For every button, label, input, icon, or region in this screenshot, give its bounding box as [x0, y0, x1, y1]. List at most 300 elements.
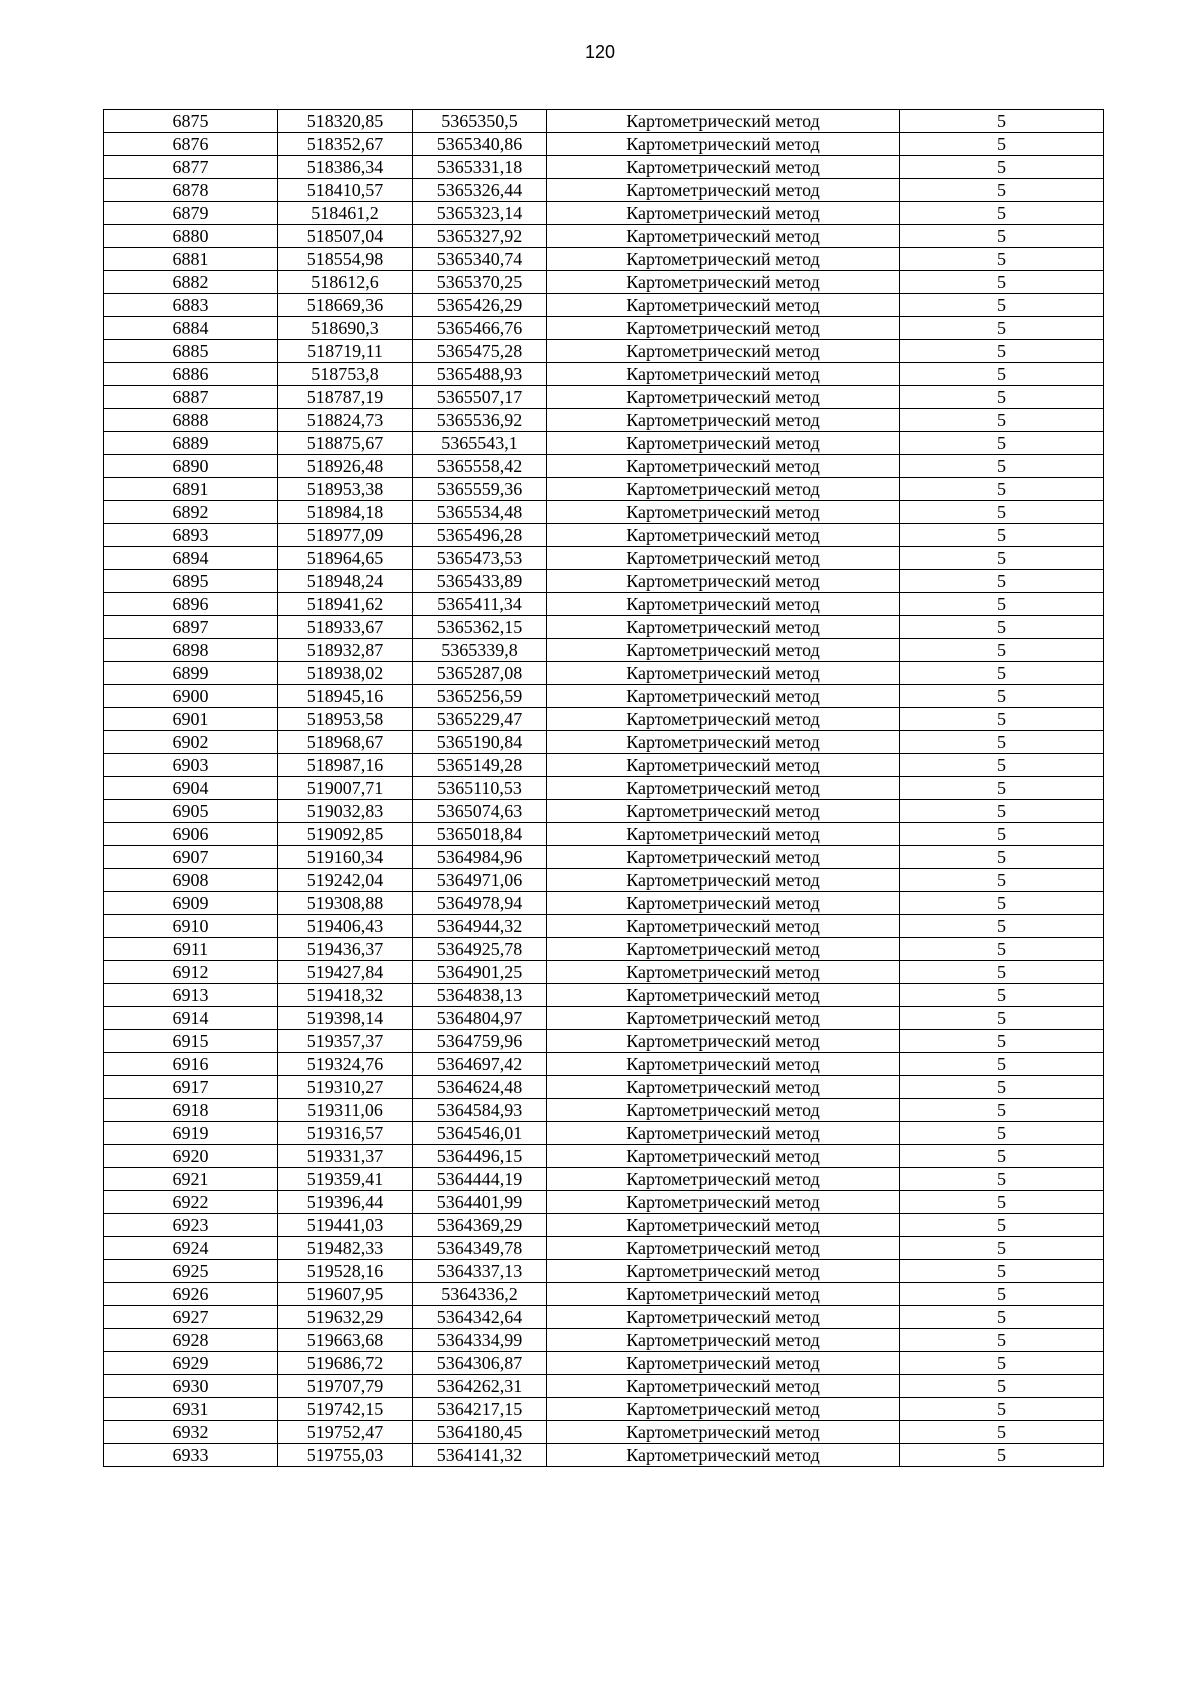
table-row	[104, 156, 1104, 179]
table-row	[104, 1260, 1104, 1283]
table-row	[104, 915, 1104, 938]
y-coordinate-cell: 5364804,97	[413, 1007, 547, 1030]
method-cell: Картометрический метод	[547, 1329, 900, 1352]
method-cell: Картометрический метод	[547, 1053, 900, 1076]
table-row	[104, 1237, 1104, 1260]
page-number: 120	[584, 42, 616, 62]
method-cell: Картометрический метод	[547, 708, 900, 731]
y-coordinate-cell: 5365534,48	[413, 501, 547, 524]
x-coordinate-cell: 518945,16	[278, 685, 413, 708]
table-row	[104, 1076, 1104, 1099]
y-coordinate-cell: 5364925,78	[413, 938, 547, 961]
accuracy-cell: 5	[900, 662, 1104, 685]
accuracy-cell: 5	[900, 363, 1104, 386]
x-coordinate-cell: 518948,24	[278, 570, 413, 593]
x-coordinate-cell: 518386,34	[278, 156, 413, 179]
point-number-cell: 6878	[104, 179, 278, 202]
y-coordinate-cell: 5365507,17	[413, 386, 547, 409]
table-row	[104, 478, 1104, 501]
point-number-cell: 6897	[104, 616, 278, 639]
y-coordinate-cell: 5364978,94	[413, 892, 547, 915]
coordinates-table	[103, 109, 1104, 1467]
x-coordinate-cell: 518933,67	[278, 616, 413, 639]
method-cell: Картометрический метод	[547, 432, 900, 455]
method-cell: Картометрический метод	[547, 685, 900, 708]
x-coordinate-cell: 518977,09	[278, 524, 413, 547]
table-row	[104, 271, 1104, 294]
point-number-cell: 6931	[104, 1398, 278, 1421]
y-coordinate-cell: 5364584,93	[413, 1099, 547, 1122]
method-cell: Картометрический метод	[547, 156, 900, 179]
table-row	[104, 731, 1104, 754]
y-coordinate-cell: 5365331,18	[413, 156, 547, 179]
point-number-cell: 6929	[104, 1352, 278, 1375]
accuracy-cell: 5	[900, 409, 1104, 432]
point-number-cell: 6933	[104, 1444, 278, 1467]
x-coordinate-cell: 518932,87	[278, 639, 413, 662]
x-coordinate-cell: 519092,85	[278, 823, 413, 846]
accuracy-cell: 5	[900, 248, 1104, 271]
accuracy-cell: 5	[900, 547, 1104, 570]
table-row	[104, 1352, 1104, 1375]
table-row	[104, 317, 1104, 340]
y-coordinate-cell: 5365558,42	[413, 455, 547, 478]
method-cell: Картометрический метод	[547, 547, 900, 570]
x-coordinate-cell: 519686,72	[278, 1352, 413, 1375]
accuracy-cell: 5	[900, 1076, 1104, 1099]
point-number-cell: 6911	[104, 938, 278, 961]
x-coordinate-cell: 519310,27	[278, 1076, 413, 1099]
point-number-cell: 6899	[104, 662, 278, 685]
point-number-cell: 6894	[104, 547, 278, 570]
table-row	[104, 754, 1104, 777]
y-coordinate-cell: 5364349,78	[413, 1237, 547, 1260]
y-coordinate-cell: 5365350,5	[413, 110, 547, 133]
y-coordinate-cell: 5365475,28	[413, 340, 547, 363]
method-cell: Картометрический метод	[547, 938, 900, 961]
table-row	[104, 1030, 1104, 1053]
accuracy-cell: 5	[900, 478, 1104, 501]
point-number-cell: 6910	[104, 915, 278, 938]
method-cell: Картометрический метод	[547, 777, 900, 800]
x-coordinate-cell: 519427,84	[278, 961, 413, 984]
accuracy-cell: 5	[900, 501, 1104, 524]
table-row	[104, 777, 1104, 800]
method-cell: Картометрический метод	[547, 110, 900, 133]
method-cell: Картометрический метод	[547, 1191, 900, 1214]
y-coordinate-cell: 5364334,99	[413, 1329, 547, 1352]
x-coordinate-cell: 519160,34	[278, 846, 413, 869]
method-cell: Картометрический метод	[547, 340, 900, 363]
y-coordinate-cell: 5365190,84	[413, 731, 547, 754]
accuracy-cell: 5	[900, 317, 1104, 340]
table-row	[104, 662, 1104, 685]
table-row	[104, 869, 1104, 892]
method-cell: Картометрический метод	[547, 616, 900, 639]
point-number-cell: 6886	[104, 363, 278, 386]
x-coordinate-cell: 519398,14	[278, 1007, 413, 1030]
y-coordinate-cell: 5365411,34	[413, 593, 547, 616]
y-coordinate-cell: 5364217,15	[413, 1398, 547, 1421]
method-cell: Картометрический метод	[547, 662, 900, 685]
method-cell: Картометрический метод	[547, 1122, 900, 1145]
y-coordinate-cell: 5364496,15	[413, 1145, 547, 1168]
x-coordinate-cell: 519418,32	[278, 984, 413, 1007]
accuracy-cell: 5	[900, 179, 1104, 202]
y-coordinate-cell: 5365326,44	[413, 179, 547, 202]
accuracy-cell: 5	[900, 1421, 1104, 1444]
table-row	[104, 1191, 1104, 1214]
y-coordinate-cell: 5365473,53	[413, 547, 547, 570]
method-cell: Картометрический метод	[547, 1260, 900, 1283]
x-coordinate-cell: 518824,73	[278, 409, 413, 432]
point-number-cell: 6918	[104, 1099, 278, 1122]
table-row	[104, 363, 1104, 386]
point-number-cell: 6912	[104, 961, 278, 984]
y-coordinate-cell: 5365340,74	[413, 248, 547, 271]
y-coordinate-cell: 5365426,29	[413, 294, 547, 317]
y-coordinate-cell: 5364624,48	[413, 1076, 547, 1099]
y-coordinate-cell: 5365256,59	[413, 685, 547, 708]
accuracy-cell: 5	[900, 225, 1104, 248]
method-cell: Картометрический метод	[547, 1237, 900, 1260]
point-number-cell: 6902	[104, 731, 278, 754]
y-coordinate-cell: 5364337,13	[413, 1260, 547, 1283]
y-coordinate-cell: 5364984,96	[413, 846, 547, 869]
table-row	[104, 593, 1104, 616]
method-cell: Картометрический метод	[547, 271, 900, 294]
x-coordinate-cell: 519359,41	[278, 1168, 413, 1191]
point-number-cell: 6916	[104, 1053, 278, 1076]
accuracy-cell: 5	[900, 915, 1104, 938]
x-coordinate-cell: 519755,03	[278, 1444, 413, 1467]
method-cell: Картометрический метод	[547, 731, 900, 754]
method-cell: Картометрический метод	[547, 386, 900, 409]
point-number-cell: 6930	[104, 1375, 278, 1398]
method-cell: Картометрический метод	[547, 317, 900, 340]
method-cell: Картометрический метод	[547, 1375, 900, 1398]
method-cell: Картометрический метод	[547, 501, 900, 524]
accuracy-cell: 5	[900, 1030, 1104, 1053]
point-number-cell: 6920	[104, 1145, 278, 1168]
table-row	[104, 708, 1104, 731]
accuracy-cell: 5	[900, 1260, 1104, 1283]
table-row	[104, 386, 1104, 409]
x-coordinate-cell: 519357,37	[278, 1030, 413, 1053]
y-coordinate-cell: 5365496,28	[413, 524, 547, 547]
accuracy-cell: 5	[900, 1352, 1104, 1375]
point-number-cell: 6898	[104, 639, 278, 662]
accuracy-cell: 5	[900, 340, 1104, 363]
accuracy-cell: 5	[900, 156, 1104, 179]
y-coordinate-cell: 5365362,15	[413, 616, 547, 639]
method-cell: Картометрический метод	[547, 754, 900, 777]
method-cell: Картометрический метод	[547, 202, 900, 225]
point-number-cell: 6890	[104, 455, 278, 478]
accuracy-cell: 5	[900, 938, 1104, 961]
table-row	[104, 823, 1104, 846]
point-number-cell: 6913	[104, 984, 278, 1007]
x-coordinate-cell: 519707,79	[278, 1375, 413, 1398]
table-row	[104, 501, 1104, 524]
accuracy-cell: 5	[900, 1444, 1104, 1467]
y-coordinate-cell: 5364759,96	[413, 1030, 547, 1053]
y-coordinate-cell: 5364971,06	[413, 869, 547, 892]
x-coordinate-cell: 519663,68	[278, 1329, 413, 1352]
accuracy-cell: 5	[900, 271, 1104, 294]
method-cell: Картометрический метод	[547, 294, 900, 317]
x-coordinate-cell: 518753,8	[278, 363, 413, 386]
method-cell: Картометрический метод	[547, 961, 900, 984]
table-row	[104, 248, 1104, 271]
accuracy-cell: 5	[900, 1191, 1104, 1214]
x-coordinate-cell: 519406,43	[278, 915, 413, 938]
accuracy-cell: 5	[900, 1053, 1104, 1076]
accuracy-cell: 5	[900, 823, 1104, 846]
table-row	[104, 1099, 1104, 1122]
x-coordinate-cell: 519311,06	[278, 1099, 413, 1122]
table-row	[104, 179, 1104, 202]
point-number-cell: 6926	[104, 1283, 278, 1306]
point-number-cell: 6907	[104, 846, 278, 869]
x-coordinate-cell: 518968,67	[278, 731, 413, 754]
y-coordinate-cell: 5364180,45	[413, 1421, 547, 1444]
accuracy-cell: 5	[900, 984, 1104, 1007]
point-number-cell: 6903	[104, 754, 278, 777]
accuracy-cell: 5	[900, 869, 1104, 892]
accuracy-cell: 5	[900, 524, 1104, 547]
point-number-cell: 6909	[104, 892, 278, 915]
x-coordinate-cell: 519752,47	[278, 1421, 413, 1444]
table-row	[104, 133, 1104, 156]
table-row	[104, 1306, 1104, 1329]
x-coordinate-cell: 519482,33	[278, 1237, 413, 1260]
accuracy-cell: 5	[900, 685, 1104, 708]
x-coordinate-cell: 518987,16	[278, 754, 413, 777]
point-number-cell: 6892	[104, 501, 278, 524]
y-coordinate-cell: 5365323,14	[413, 202, 547, 225]
method-cell: Картометрический метод	[547, 1352, 900, 1375]
x-coordinate-cell: 518787,19	[278, 386, 413, 409]
y-coordinate-cell: 5364444,19	[413, 1168, 547, 1191]
point-number-cell: 6888	[104, 409, 278, 432]
method-cell: Картометрический метод	[547, 409, 900, 432]
table-row	[104, 1007, 1104, 1030]
table-row	[104, 225, 1104, 248]
y-coordinate-cell: 5364944,32	[413, 915, 547, 938]
y-coordinate-cell: 5365340,86	[413, 133, 547, 156]
method-cell: Картометрический метод	[547, 1214, 900, 1237]
table-row	[104, 938, 1104, 961]
x-coordinate-cell: 519742,15	[278, 1398, 413, 1421]
point-number-cell: 6885	[104, 340, 278, 363]
x-coordinate-cell: 518984,18	[278, 501, 413, 524]
method-cell: Картометрический метод	[547, 1007, 900, 1030]
y-coordinate-cell: 5365327,92	[413, 225, 547, 248]
accuracy-cell: 5	[900, 1237, 1104, 1260]
table-row	[104, 409, 1104, 432]
point-number-cell: 6887	[104, 386, 278, 409]
point-number-cell: 6900	[104, 685, 278, 708]
method-cell: Картометрический метод	[547, 800, 900, 823]
point-number-cell: 6905	[104, 800, 278, 823]
table-row	[104, 524, 1104, 547]
point-number-cell: 6919	[104, 1122, 278, 1145]
table-row	[104, 1053, 1104, 1076]
table-row	[104, 1145, 1104, 1168]
table-row	[104, 202, 1104, 225]
point-number-cell: 6895	[104, 570, 278, 593]
method-cell: Картометрический метод	[547, 1283, 900, 1306]
x-coordinate-cell: 518507,04	[278, 225, 413, 248]
method-cell: Картометрический метод	[547, 846, 900, 869]
table-row	[104, 892, 1104, 915]
x-coordinate-cell: 518938,02	[278, 662, 413, 685]
point-number-cell: 6927	[104, 1306, 278, 1329]
x-coordinate-cell: 518690,3	[278, 317, 413, 340]
method-cell: Картометрический метод	[547, 363, 900, 386]
x-coordinate-cell: 518352,67	[278, 133, 413, 156]
point-number-cell: 6914	[104, 1007, 278, 1030]
accuracy-cell: 5	[900, 1168, 1104, 1191]
point-number-cell: 6921	[104, 1168, 278, 1191]
accuracy-cell: 5	[900, 800, 1104, 823]
method-cell: Картометрический метод	[547, 869, 900, 892]
table-row	[104, 432, 1104, 455]
accuracy-cell: 5	[900, 455, 1104, 478]
accuracy-cell: 5	[900, 639, 1104, 662]
x-coordinate-cell: 519607,95	[278, 1283, 413, 1306]
method-cell: Картометрический метод	[547, 984, 900, 1007]
y-coordinate-cell: 5365433,89	[413, 570, 547, 593]
x-coordinate-cell: 518875,67	[278, 432, 413, 455]
method-cell: Картометрический метод	[547, 915, 900, 938]
x-coordinate-cell: 518554,98	[278, 248, 413, 271]
accuracy-cell: 5	[900, 892, 1104, 915]
accuracy-cell: 5	[900, 708, 1104, 731]
table-row	[104, 455, 1104, 478]
point-number-cell: 6906	[104, 823, 278, 846]
y-coordinate-cell: 5365229,47	[413, 708, 547, 731]
x-coordinate-cell: 519396,44	[278, 1191, 413, 1214]
method-cell: Картометрический метод	[547, 1421, 900, 1444]
y-coordinate-cell: 5365466,76	[413, 317, 547, 340]
table-row	[104, 547, 1104, 570]
point-number-cell: 6928	[104, 1329, 278, 1352]
point-number-cell: 6893	[104, 524, 278, 547]
table-row	[104, 294, 1104, 317]
x-coordinate-cell: 518410,57	[278, 179, 413, 202]
accuracy-cell: 5	[900, 1283, 1104, 1306]
y-coordinate-cell: 5364306,87	[413, 1352, 547, 1375]
method-cell: Картометрический метод	[547, 478, 900, 501]
point-number-cell: 6882	[104, 271, 278, 294]
table-row	[104, 984, 1104, 1007]
point-number-cell: 6881	[104, 248, 278, 271]
x-coordinate-cell: 519007,71	[278, 777, 413, 800]
point-number-cell: 6880	[104, 225, 278, 248]
method-cell: Картометрический метод	[547, 179, 900, 202]
method-cell: Картометрический метод	[547, 1030, 900, 1053]
method-cell: Картометрический метод	[547, 248, 900, 271]
y-coordinate-cell: 5364697,42	[413, 1053, 547, 1076]
method-cell: Картометрический метод	[547, 639, 900, 662]
table-row	[104, 616, 1104, 639]
y-coordinate-cell: 5365110,53	[413, 777, 547, 800]
table-row	[104, 639, 1104, 662]
method-cell: Картометрический метод	[547, 1099, 900, 1122]
method-cell: Картометрический метод	[547, 593, 900, 616]
y-coordinate-cell: 5364546,01	[413, 1122, 547, 1145]
point-number-cell: 6891	[104, 478, 278, 501]
y-coordinate-cell: 5365536,92	[413, 409, 547, 432]
table-row	[104, 570, 1104, 593]
point-number-cell: 6879	[104, 202, 278, 225]
y-coordinate-cell: 5365018,84	[413, 823, 547, 846]
x-coordinate-cell: 518461,2	[278, 202, 413, 225]
accuracy-cell: 5	[900, 1122, 1104, 1145]
table-row	[104, 110, 1104, 133]
x-coordinate-cell: 519441,03	[278, 1214, 413, 1237]
method-cell: Картометрический метод	[547, 1444, 900, 1467]
point-number-cell: 6908	[104, 869, 278, 892]
accuracy-cell: 5	[900, 1145, 1104, 1168]
accuracy-cell: 5	[900, 1398, 1104, 1421]
point-number-cell: 6932	[104, 1421, 278, 1444]
point-number-cell: 6883	[104, 294, 278, 317]
table-row	[104, 1214, 1104, 1237]
point-number-cell: 6884	[104, 317, 278, 340]
table-row	[104, 800, 1104, 823]
table-row	[104, 961, 1104, 984]
method-cell: Картометрический метод	[547, 524, 900, 547]
y-coordinate-cell: 5365488,93	[413, 363, 547, 386]
x-coordinate-cell: 518953,58	[278, 708, 413, 731]
y-coordinate-cell: 5365287,08	[413, 662, 547, 685]
point-number-cell: 6904	[104, 777, 278, 800]
accuracy-cell: 5	[900, 202, 1104, 225]
y-coordinate-cell: 5364901,25	[413, 961, 547, 984]
method-cell: Картометрический метод	[547, 455, 900, 478]
accuracy-cell: 5	[900, 777, 1104, 800]
table-row	[104, 1421, 1104, 1444]
accuracy-cell: 5	[900, 1214, 1104, 1237]
point-number-cell: 6917	[104, 1076, 278, 1099]
accuracy-cell: 5	[900, 961, 1104, 984]
accuracy-cell: 5	[900, 1306, 1104, 1329]
method-cell: Картометрический метод	[547, 1076, 900, 1099]
accuracy-cell: 5	[900, 1007, 1104, 1030]
x-coordinate-cell: 519331,37	[278, 1145, 413, 1168]
accuracy-cell: 5	[900, 110, 1104, 133]
y-coordinate-cell: 5365543,1	[413, 432, 547, 455]
y-coordinate-cell: 5365370,25	[413, 271, 547, 294]
method-cell: Картометрический метод	[547, 892, 900, 915]
accuracy-cell: 5	[900, 754, 1104, 777]
y-coordinate-cell: 5365149,28	[413, 754, 547, 777]
accuracy-cell: 5	[900, 1329, 1104, 1352]
table-row	[104, 1168, 1104, 1191]
method-cell: Картометрический метод	[547, 1168, 900, 1191]
x-coordinate-cell: 518926,48	[278, 455, 413, 478]
table-row	[104, 1398, 1104, 1421]
accuracy-cell: 5	[900, 1099, 1104, 1122]
x-coordinate-cell: 518964,65	[278, 547, 413, 570]
point-number-cell: 6896	[104, 593, 278, 616]
x-coordinate-cell: 519032,83	[278, 800, 413, 823]
method-cell: Картометрический метод	[547, 225, 900, 248]
accuracy-cell: 5	[900, 731, 1104, 754]
